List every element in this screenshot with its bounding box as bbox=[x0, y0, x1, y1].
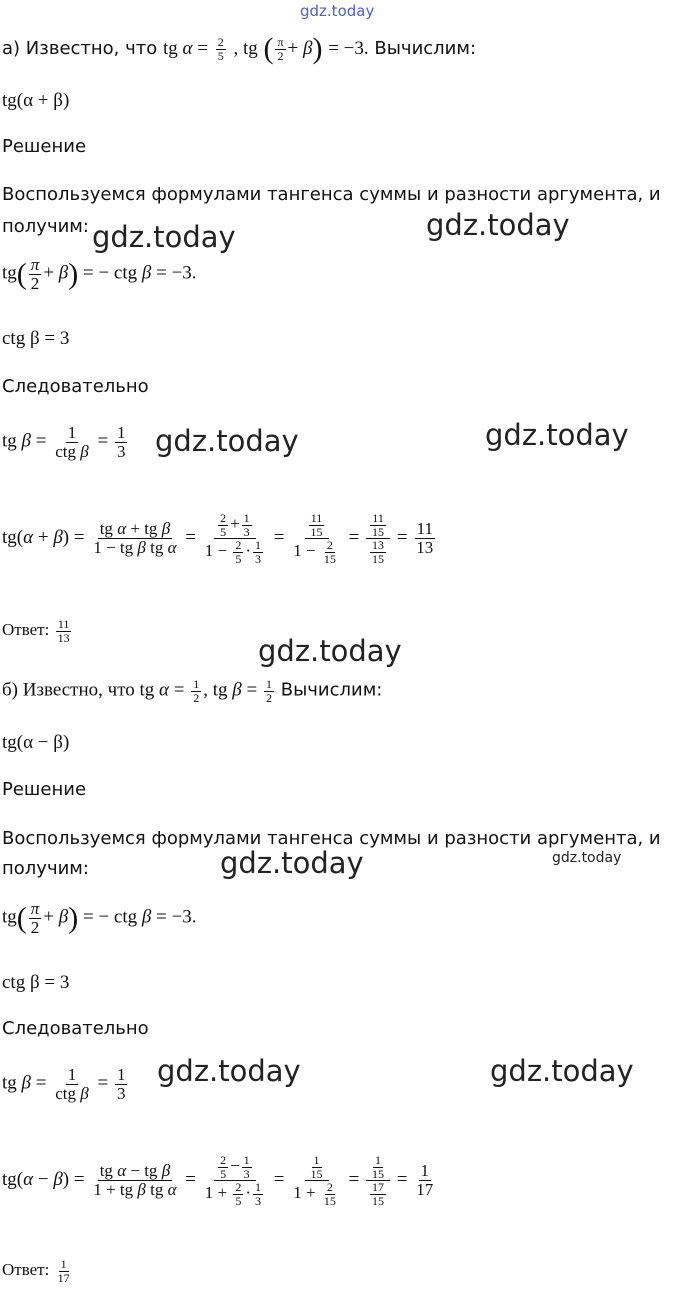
watermark: gdz.today bbox=[490, 1054, 634, 1088]
watermark: gdz.today bbox=[552, 850, 622, 866]
watermark: gdz.today bbox=[258, 634, 402, 668]
part-b-answer: Ответ: $\frac{1}{17}$ bbox=[2, 1257, 70, 1285]
part-a-condition: а) Известно, что tg α = $\frac{2}{5}$ , tg ( $\frac{\pi}{2}$ + β) = −3. Вычислим: bbox=[2, 32, 477, 65]
part-b-formula-diff: tg(α − β) = $\frac{\text{tg α − tg β}}{\text{1 + tg β tg α}}$ = $\frac{2}{5}$ − $\frac{1}{3}$ 1 + $\frac{2}{5}$ · $\frac{1}{3}$ = $\frac{1}{15}$ 1 + $\frac{2}{15}$ = $\frac{\frac{1}{15}}{\frac{17}{15}}$ = $\frac{1}{17}$ bbox=[2, 1153, 434, 1208]
part-a-formula-tgb: tg β = $\frac{1}{\text{ctg β}}$ = $\frac{1}{3}$ bbox=[2, 423, 126, 461]
part-b-compute: Вычислим: bbox=[280, 679, 383, 701]
part-a-hence: Следовательно bbox=[2, 376, 149, 397]
watermark: gdz.today bbox=[92, 220, 236, 254]
part-b-known: Известно, что bbox=[22, 679, 135, 701]
part-a-text-2: получим: bbox=[2, 216, 89, 237]
watermark: gdz.today bbox=[220, 846, 364, 880]
part-b-answer-label: Ответ: bbox=[2, 1260, 50, 1279]
watermark: gdz.today bbox=[426, 208, 570, 242]
part-a-formula-sum: tg(α + β) = $\frac{\text{tg α + tg β}}{\text{1 − tg β tg α}}$ = $\frac{2}{5}$ + $\frac{1}{3}$ 1 − $\frac{2}{5}$ · $\frac{1}{3}$ = $\frac{11}{15}$ 1 − $\frac{2}{15}$ = $\frac{\frac{11}{15}}{\frac{13}{15}}$ = $\frac{11}{13}$ bbox=[2, 511, 434, 566]
part-a-answer-label: Ответ: bbox=[2, 620, 50, 639]
part-b-target: tg(α − β) bbox=[2, 732, 70, 753]
part-b-condition: б) Известно, что tg α = $\frac{1}{2}$ , tg β = $\frac{1}{2}$ Вычислим: bbox=[2, 677, 383, 705]
part-b-label: б) bbox=[2, 679, 18, 701]
watermark: gdz.today bbox=[300, 2, 375, 20]
part-a-formula-tg: tg( $\frac{\pi}{2}$ + β) = − ctg β = −3. bbox=[2, 255, 197, 293]
part-b-text-2: получим: bbox=[2, 858, 89, 879]
part-b-solution-heading: Решение bbox=[2, 779, 87, 800]
part-a-answer: Ответ: $\frac{11}{13}$ bbox=[2, 617, 70, 645]
part-a-text-1: Воспользуемся формулами тангенса суммы и разности аргумента, и bbox=[2, 184, 661, 205]
part-a-known: Известно, что bbox=[25, 38, 158, 59]
part-a-target: tg(α + β) bbox=[2, 90, 70, 111]
part-a-compute: Вычислим: bbox=[374, 38, 477, 59]
watermark: gdz.today bbox=[157, 1054, 301, 1088]
part-b-formula-tg: tg( $\frac{\pi}{2}$ + β) = − ctg β = −3. bbox=[2, 899, 197, 937]
part-a-label: а) bbox=[2, 38, 21, 59]
watermark: gdz.today bbox=[155, 424, 299, 458]
part-b-text-1: Воспользуемся формулами тангенса суммы и разности аргумента, и bbox=[2, 828, 661, 849]
part-a-solution-heading: Решение bbox=[2, 136, 87, 157]
part-b-hence: Следовательно bbox=[2, 1018, 149, 1039]
watermark: gdz.today bbox=[485, 418, 629, 452]
part-b-ctg-value: ctg β = 3 bbox=[2, 972, 70, 993]
part-a-ctg-value: ctg β = 3 bbox=[2, 328, 70, 349]
part-b-formula-tgb: tg β = $\frac{1}{\text{ctg β}}$ = $\frac{1}{3}$ bbox=[2, 1065, 126, 1103]
